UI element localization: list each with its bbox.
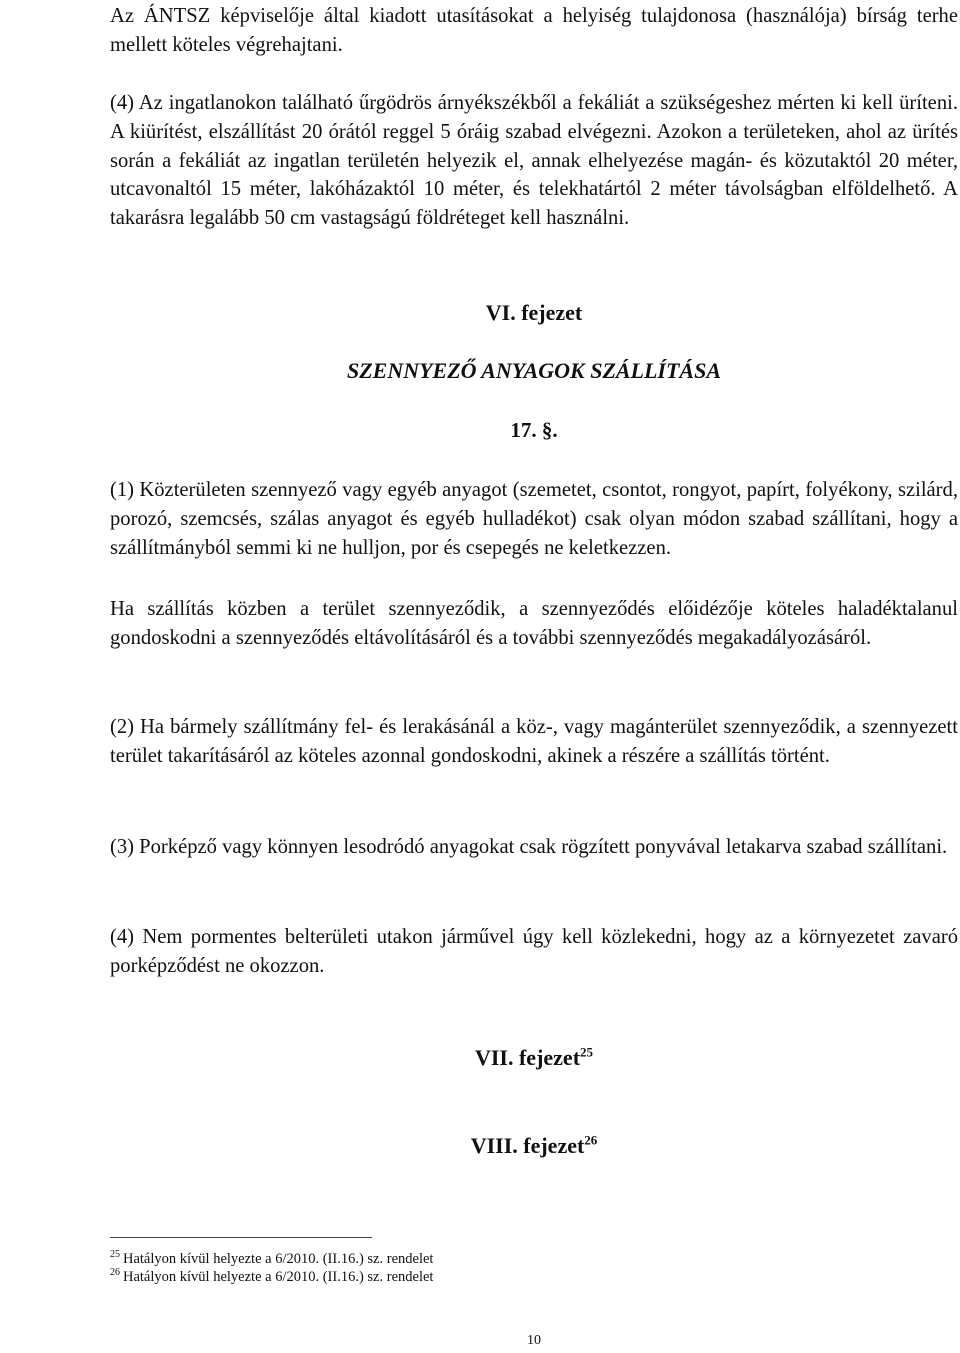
document-page: [110, 0, 958, 1353]
footnote-25: [110, 1250, 710, 1268]
section-17-paragraph-3: (3) Porképző vagy könnyen lesodródó anyagokat csak rögzített ponyvával letakarva szabad szállítani.: [110, 836, 948, 858]
chapter-6-heading: VI. fejezet: [485, 300, 583, 325]
footnote-ref-25[interactable]: 25: [580, 1044, 594, 1060]
section-17-number: 17. §.: [510, 418, 558, 442]
footnote-mark: 25: [110, 1249, 120, 1261]
intro-paragraph: Az ÁNTSZ képviselője által kiadott utasításokat a helyiség tulajdonosa (használója) bírság terhe mellett köteles végrehajtani.: [110, 5, 958, 56]
paragraph-4-previous-section: (4) Az ingatlanokon található űrgödrös árnyékszékből a fekáliát a szükségeshez mérten ki kell üríteni. A kiürítést, elszállítást 20 órától reggel 5 óráig szabad elvégezni. Azokon a területeken, ahol az ürítés során a fekáliát az ingatlan területén helyezik el, annak elhelyezése magán- és közutaktól 20 méter, utcavonaltól 15 méter, lakóházaktól 10 méter, és telekhatártól 2 méter távolságban elföldelhető. A takarásra legalább 50 cm vastagságú földréteget kell használni.: [110, 92, 958, 230]
section-17-paragraph-2: (2) Ha bármely szállítmány fel- és lerakásánál a köz-, vagy magánterület szennyeződik, a szennyezett terület takarításáról az köteles azonnal gondoskodni, akinek a részére a szállítás történt.: [110, 716, 958, 767]
footnote-text: Hatályon kívül helyezte a 6/2010. (II.16.) sz. rendelet: [123, 1251, 434, 1267]
footnote-26: [110, 1268, 710, 1286]
footnote-separator: [110, 1237, 372, 1238]
chapter-8-heading: [110, 1133, 958, 1159]
section-17-paragraph-1-continued: Ha szállítás közben a terület szennyeződik, a szennyeződés előidézője köteles haladéktalanul gondoskodni a szennyeződés eltávolításáról és a további szennyeződés megakadályozásáról.: [110, 598, 958, 649]
footnote-ref-26[interactable]: 26: [584, 1132, 598, 1148]
section-17-paragraph-1: (1) Közterületen szennyező vagy egyéb anyagot (szemetet, csontot, rongyot, papírt, folyékony, szilárd, porozó, szemcsés, szálas anyagot és egyéb hulladékot) csak olyan módon szabad szállítani, hogy a szállítmányból semmi ki ne hulljon, por és csepegés ne keletkezzen.: [110, 479, 958, 559]
chapter-6-title: SZENNYEZŐ ANYAGOK SZÁLLÍTÁSA: [346, 358, 722, 383]
footnote-text: Hatályon kívül helyezte a 6/2010. (II.16.) sz. rendelet: [123, 1269, 434, 1285]
section-17-paragraph-4: (4) Nem pormentes belterületi utakon járművel úgy kell közlekedni, hogy az a környezetet zavaró porképződést ne okozzon.: [110, 926, 958, 977]
chapter-7-heading-text: VII. fejezet: [474, 1045, 581, 1070]
chapter-7-heading: [110, 1045, 958, 1071]
page-number: 10: [527, 1333, 541, 1348]
chapter-8-heading-text: VIII. fejezet: [470, 1133, 585, 1158]
footnote-mark: 26: [110, 1267, 120, 1279]
